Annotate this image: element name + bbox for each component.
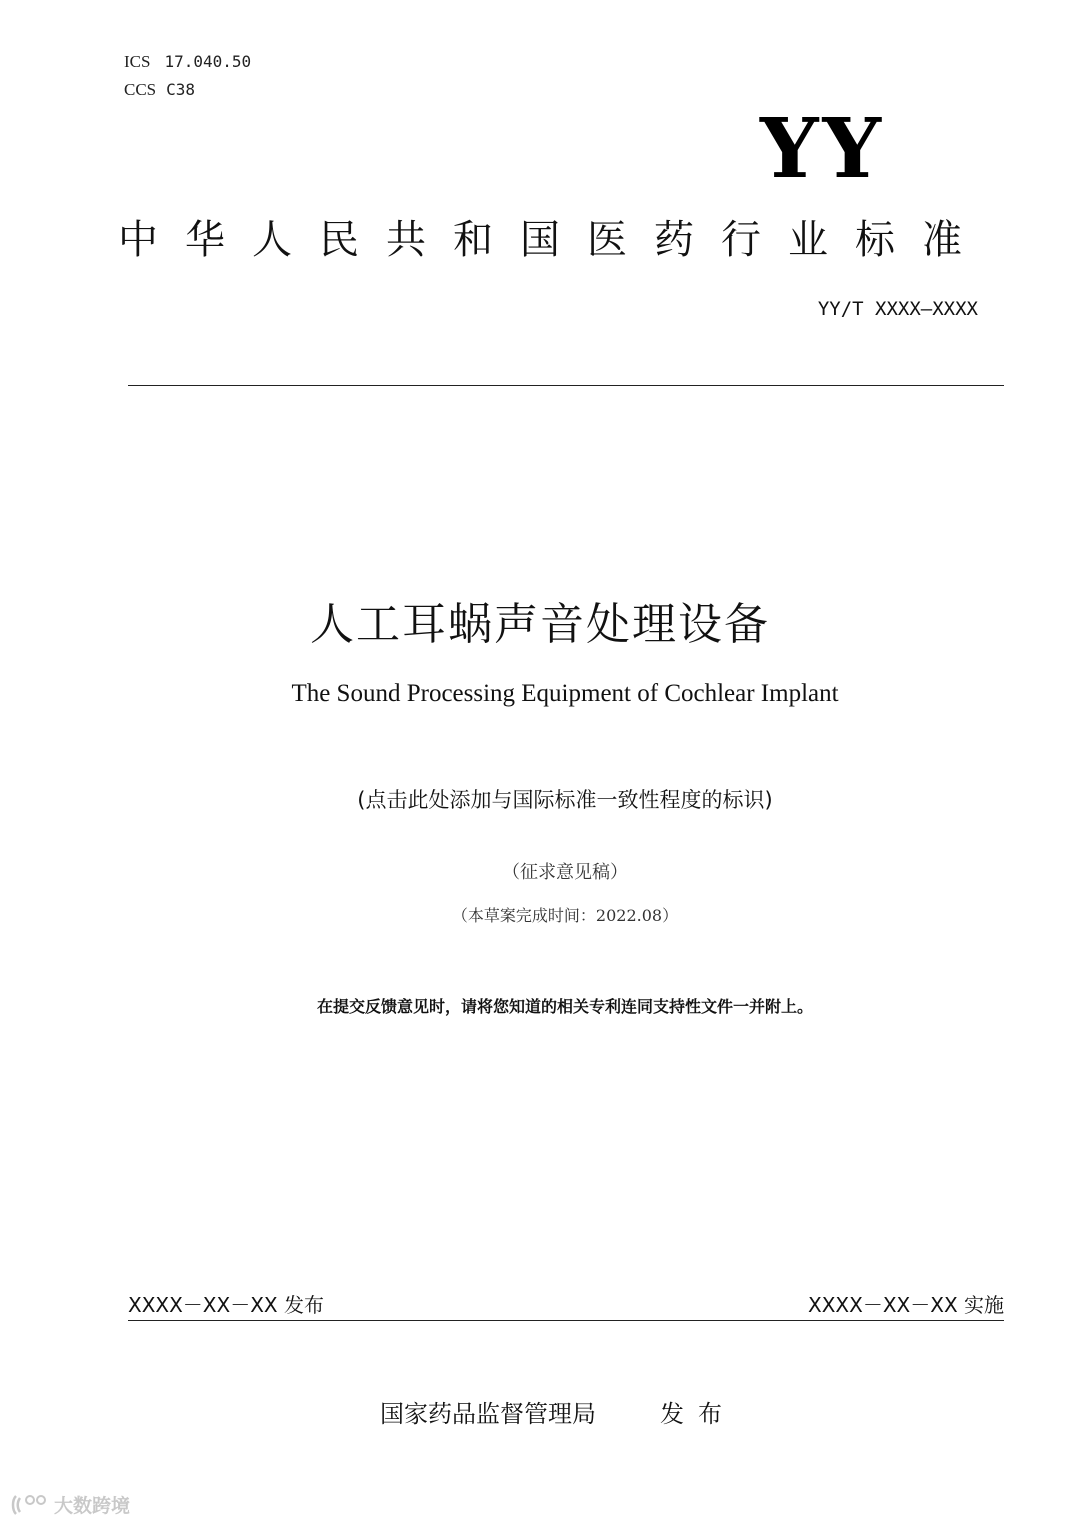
consistency-note[interactable]: (点击此处添加与国际标准一致性程度的标识) bbox=[357, 788, 773, 812]
watermark bbox=[10, 1491, 130, 1518]
ics-code bbox=[124, 52, 251, 72]
ccs-code bbox=[124, 80, 195, 100]
title-english: The Sound Processing Equipment of Cochlear Implant bbox=[291, 680, 839, 707]
ccs-value: C38 bbox=[166, 80, 196, 99]
org-title: 中华人民共和国医药行业标准 bbox=[118, 217, 989, 263]
ics-value: 17.040.50 bbox=[164, 52, 252, 71]
footer-divider bbox=[128, 1320, 1004, 1321]
publish-date: XXXX－XX－XX 发布 bbox=[128, 1293, 324, 1317]
ics-label: ICS bbox=[124, 52, 151, 71]
issue-word: 发布 bbox=[660, 1400, 736, 1428]
implement-date: XXXX－XX－XX 实施 bbox=[808, 1293, 1004, 1317]
draft-status: （征求意见稿） bbox=[502, 862, 628, 883]
title-chinese: 人工耳蜗声音处理设备 bbox=[310, 599, 770, 650]
watermark-logo-icon bbox=[10, 1492, 50, 1518]
watermark-text: 大数跨境 bbox=[54, 1495, 131, 1517]
header-divider bbox=[128, 385, 1004, 386]
patent-notice: 在提交反馈意见时，请将您知道的相关专利连同支持性文件一并附上。 bbox=[316, 997, 813, 1016]
issuer: 国家药品监督管理局 bbox=[380, 1400, 596, 1428]
draft-date: （本草案完成时间：2022.08） bbox=[451, 906, 679, 925]
standard-mark: YY bbox=[760, 101, 886, 197]
standard-number: YY/T XXXX—XXXX bbox=[817, 298, 978, 320]
ccs-label: CCS bbox=[124, 80, 157, 99]
